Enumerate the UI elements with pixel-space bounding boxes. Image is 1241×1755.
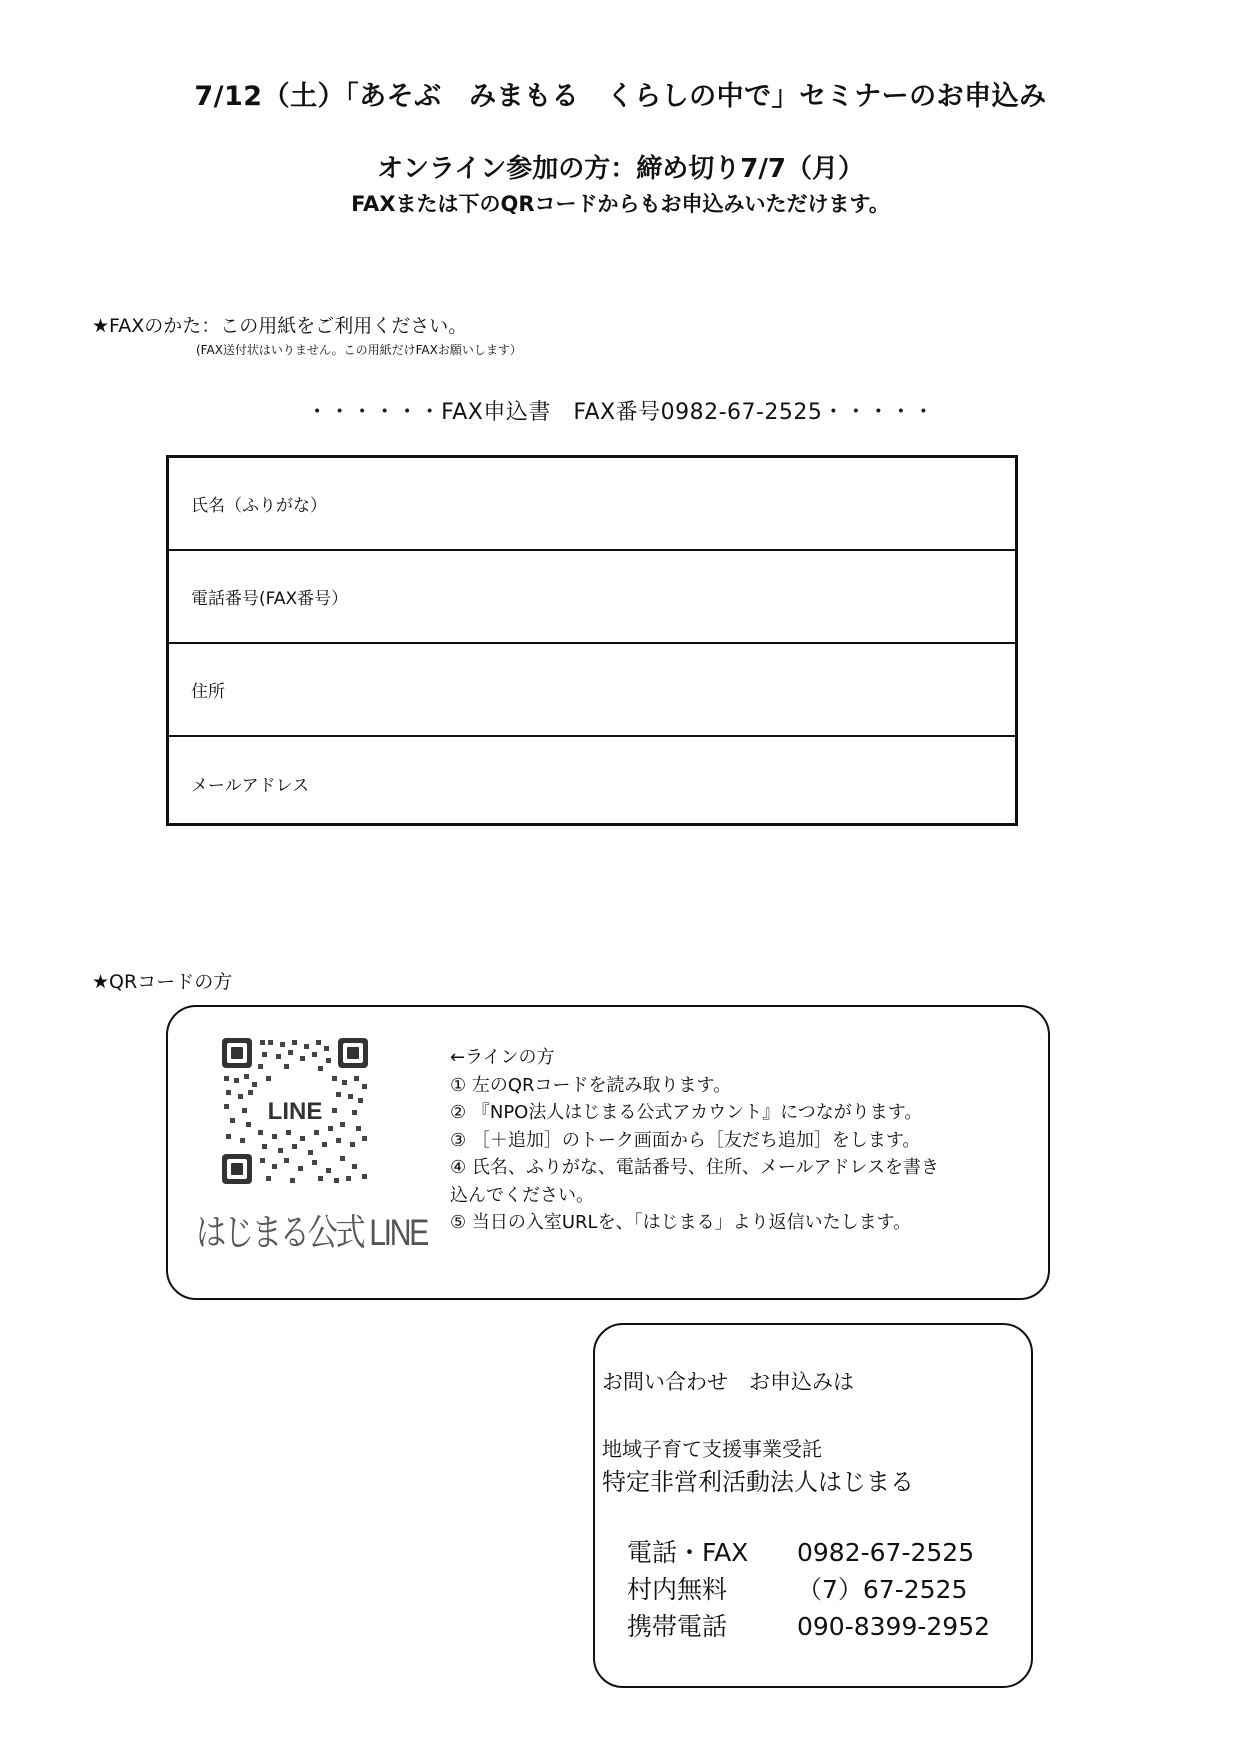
list-item: ① 左のQRコードを読み取ります。	[450, 1074, 732, 1096]
deadline-notice: オンライン参加の方：締め切り7/7（月）	[377, 154, 864, 184]
form-field-phone[interactable]	[169, 551, 1015, 644]
list-item: ④ 氏名、ふりがな、電話番号、住所、メールアドレスを書き	[450, 1157, 939, 1178]
form-field-label: 電話番号(FAX番号）	[191, 589, 349, 609]
form-field-label: 住所	[191, 682, 225, 702]
contact-row-label: 電話・FAX	[627, 1538, 749, 1567]
contact-org-name: 特定非営利活動法人はじまる	[602, 1468, 914, 1496]
contact-org-subtitle: 地域子育て支援事業受託	[602, 1437, 822, 1461]
fax-form-title: ・・・・・・FAX申込書 FAX番号0982-67-2525・・・・・	[306, 400, 935, 425]
page-title: 7/12（土）「あそぶ みまもる くらしの中で」セミナーのお申込み	[194, 81, 1047, 112]
application-methods-note: FAXまたは下のQRコードからもお申込みいただけます。	[351, 192, 890, 216]
form-field-label: 氏名（ふりがな）	[191, 496, 327, 516]
line-steps-list	[450, 1044, 939, 1237]
list-item: ←ラインの方	[450, 1047, 555, 1068]
contact-row-mobile	[627, 1607, 990, 1643]
contact-row-local-free	[627, 1570, 967, 1606]
contact-row-value: （7）67-2525	[797, 1575, 968, 1604]
list-item: ③ ［＋追加］のトーク画面から［友だち追加］をします。	[450, 1129, 921, 1151]
list-item: ⑤ 当日の入室URLを、「はじまる」より返信いたします。	[450, 1212, 912, 1233]
contact-row-label: 村内無料	[627, 1575, 728, 1604]
line-qr-code-icon[interactable]	[222, 1038, 368, 1184]
list-item: 込んでください。	[450, 1184, 594, 1206]
form-field-email[interactable]	[169, 737, 1015, 830]
qr-caption: はじまる公式 LINE	[196, 1212, 427, 1253]
contact-label: お問い合わせ お申込みは	[602, 1370, 854, 1394]
contact-row-value: 0982-67-2525	[797, 1538, 975, 1567]
fax-section-note: (FAX送付状はいりません。この用紙だけFAXお願いします）	[196, 343, 522, 357]
qr-center-label: LINE	[267, 1098, 323, 1125]
qr-section-heading: ★QRコードの方	[92, 971, 233, 993]
form-field-address[interactable]	[169, 644, 1015, 737]
contact-row-label: 携帯電話	[627, 1612, 728, 1641]
list-item: ② 『NPO法人はじまる公式アカウント』につながります。	[450, 1102, 923, 1123]
contact-row-value: 090-8399-2952	[797, 1612, 991, 1641]
form-field-label: メールアドレス	[191, 776, 310, 796]
fax-application-form	[166, 455, 1018, 826]
fax-section-heading: ★FAXのかた：この用紙をご利用ください。	[92, 315, 468, 337]
form-field-name[interactable]	[169, 458, 1015, 551]
contact-row-phone-fax	[627, 1533, 974, 1569]
